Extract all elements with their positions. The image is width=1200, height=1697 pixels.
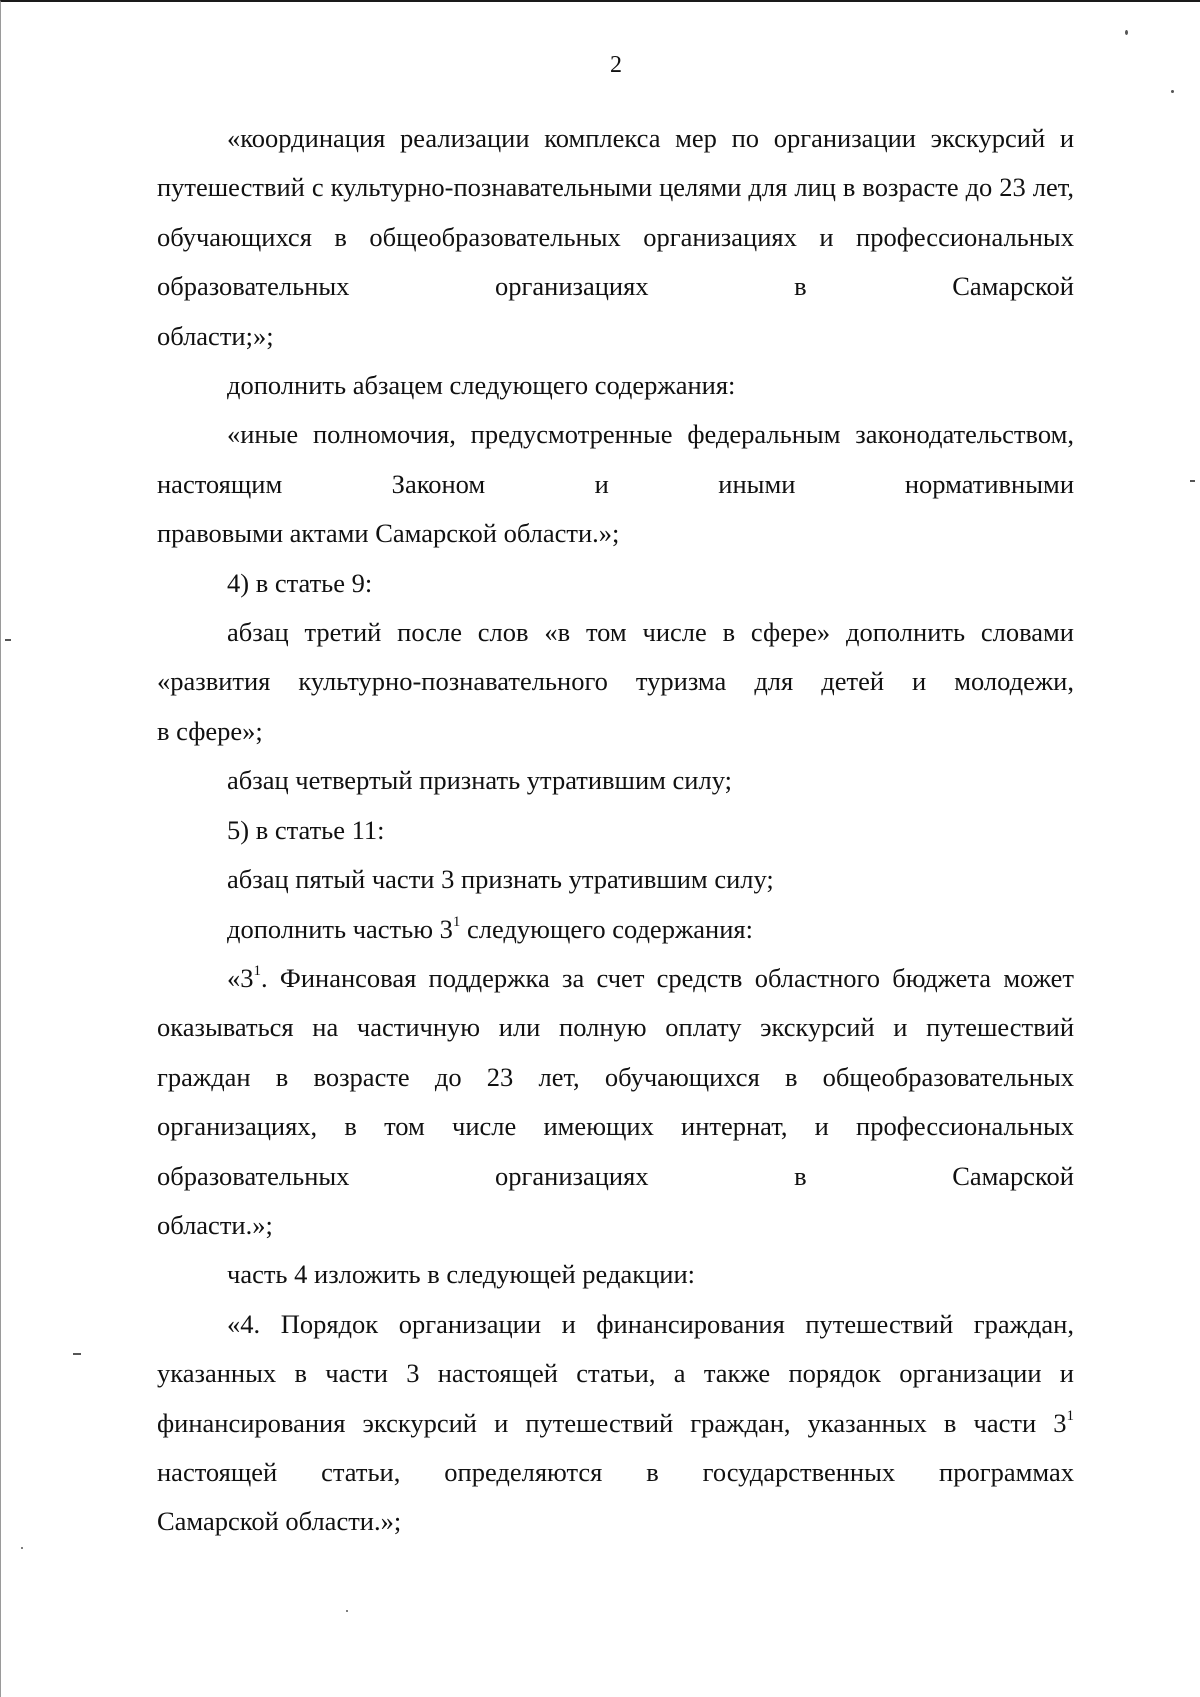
scan-speck [346,1610,348,1612]
paragraph-other-powers-end: правовыми актами Самарской области.»; [157,518,620,549]
paragraph-fourth-clause: абзац четвертый признать утратившим силу; [227,765,732,796]
paragraph-financial-support-end: области.»; [157,1209,273,1240]
paragraph-article-11: 5) в статье 11: [227,814,385,845]
paragraph-third-clause: абзац третий после слов «в том числе в сфере» дополнить словами «развития культурно-познавательного туризма для детей и молодежи, [157,617,1074,697]
paragraph-procedure-end: Самарской области.»; [157,1506,402,1537]
superscript: 1 [253,963,261,980]
paragraph-part-4: часть 4 изложить в следующей редакции: [227,1259,695,1290]
paragraph-procedure [157,1300,1074,1498]
paragraph-financial-support [157,954,1074,1201]
paragraph-financial-support-number: «3 [227,962,254,993]
page-number: 2 [610,52,622,78]
paragraph-third-clause-end: в сфере»; [157,715,263,746]
document-body [157,114,1074,1547]
paragraph-coordination-end: области;»; [157,320,274,351]
scan-speck [5,639,11,641]
paragraph-procedure-text-continued: настоящей статьи, определяются в государственных программах [157,1456,1074,1487]
paragraph-procedure-text: «4. Порядок организации и финансирования путешествий граждан, указанных в части 3 настоящей статьи, а также порядок организации и финансирования экскурсий и путешествий граждан, указанных в части 3 [157,1308,1074,1438]
paragraph-add-part-text-end: следующего содержания: [460,913,753,944]
superscript: 1 [1066,1407,1074,1424]
paragraph-add-part [157,905,1074,954]
paragraph-fifth-clause: абзац пятый части 3 признать утратившим силу; [227,864,774,895]
paragraph-financial-support-text: . Финансовая поддержка за счет средств областного бюджета может оказываться на частичную или полную оплату экскурсий и путешествий граждан в возрасте до 23 лет, обучающихся в общеобразовательных организациях, в том числе имеющих интернат, и профессиональных образовательных организациях в Самарской [157,962,1074,1191]
paragraph-other-powers: «иные полномочия, предусмотренные федеральным законодательством, настоящим Законом и иными нормативными [157,419,1074,499]
superscript: 1 [452,913,461,930]
scan-speck [73,1353,81,1355]
paragraph-article-9: 4) в статье 9: [227,567,373,598]
paragraph-coordination: «координация реализации комплекса мер по организации экскурсий и путешествий с культурно-познавательными целями для лиц в возрасте до 23 лет, обучающихся в общеобразовательных организациях и профессиональных образовательных организациях в Самарской [157,123,1074,302]
scan-speck [1125,30,1128,35]
scan-speck [1190,480,1195,482]
scan-speck [1171,90,1174,93]
paragraph-add-part-text: дополнить частью 3 [227,913,453,944]
scan-speck [21,1547,23,1549]
paragraph-add-clause: дополнить абзацем следующего содержания: [227,370,736,401]
